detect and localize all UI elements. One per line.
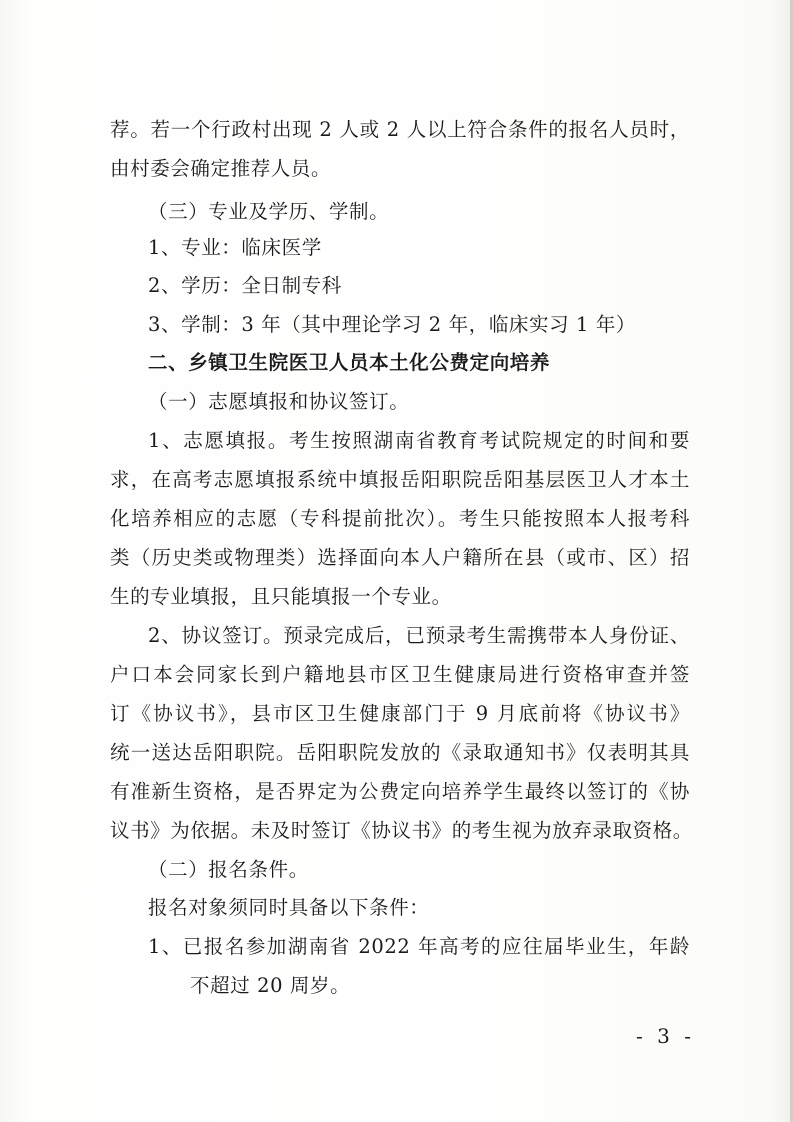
text-line: 类（历史类或物理类）选择面向本人户籍所在县（或市、区）招 (110, 546, 690, 569)
text-line: 1、专业：临床医学 (148, 236, 322, 259)
text-line: 1、志愿填报。考生按照湖南省教育考试院规定的时间和要 (148, 429, 690, 452)
text-line: 3、学制：3 年（其中理论学习 2 年，临床实习 1 年） (148, 313, 637, 336)
chapter-heading: 二、乡镇卫生院医卫人员本土化公费定向培养 (148, 351, 551, 374)
section-heading: （二）报名条件。 (148, 858, 309, 881)
page-number: - 3 - (636, 1024, 695, 1048)
text-line: 1、已报名参加湖南省 2022 年高考的应往届毕业生，年龄 (148, 935, 690, 958)
section-heading: （一）志愿填报和协议签订。 (148, 390, 410, 413)
text-line: 由村委会确定推荐人员。 (110, 157, 332, 180)
text-line: 订《协议书》，县市区卫生健康部门于 9 月底前将《协议书》 (110, 702, 690, 725)
text-line: 生的专业填报，且只能填报一个专业。 (110, 585, 452, 608)
text-line: 求，在高考志愿填报系统中填报岳阳职院岳阳基层医卫人才本土 (110, 468, 690, 491)
text-line: 报名对象须同时具备以下条件： (148, 896, 430, 919)
text-line: 统一送达岳阳职院。岳阳职院发放的《录取通知书》仅表明其具 (110, 741, 690, 764)
text-line: 2、学历：全日制专科 (148, 274, 342, 297)
text-line: 户口本会同家长到户籍地县市区卫生健康局进行资格审查并签 (110, 663, 690, 686)
text-line: 有准新生资格，是否界定为公费定向培养学生最终以签订的《协 (110, 780, 690, 803)
text-line: 化培养相应的志愿（专科提前批次）。考生只能按照本人报考科 (110, 507, 690, 530)
text-line: 2、协议签订。预录完成后，已预录考生需携带本人身份证、 (148, 624, 690, 647)
text-line: 不超过 20 周岁。 (190, 974, 351, 997)
text-line: 议书》为依据。未及时签订《协议书》的考生视为放弃录取资格。 (110, 819, 693, 842)
text-line: 荐。若一个行政村出现 2 人或 2 人以上符合条件的报名人员时， (110, 118, 690, 141)
section-heading: （三）专业及学历、学制。 (148, 200, 390, 223)
